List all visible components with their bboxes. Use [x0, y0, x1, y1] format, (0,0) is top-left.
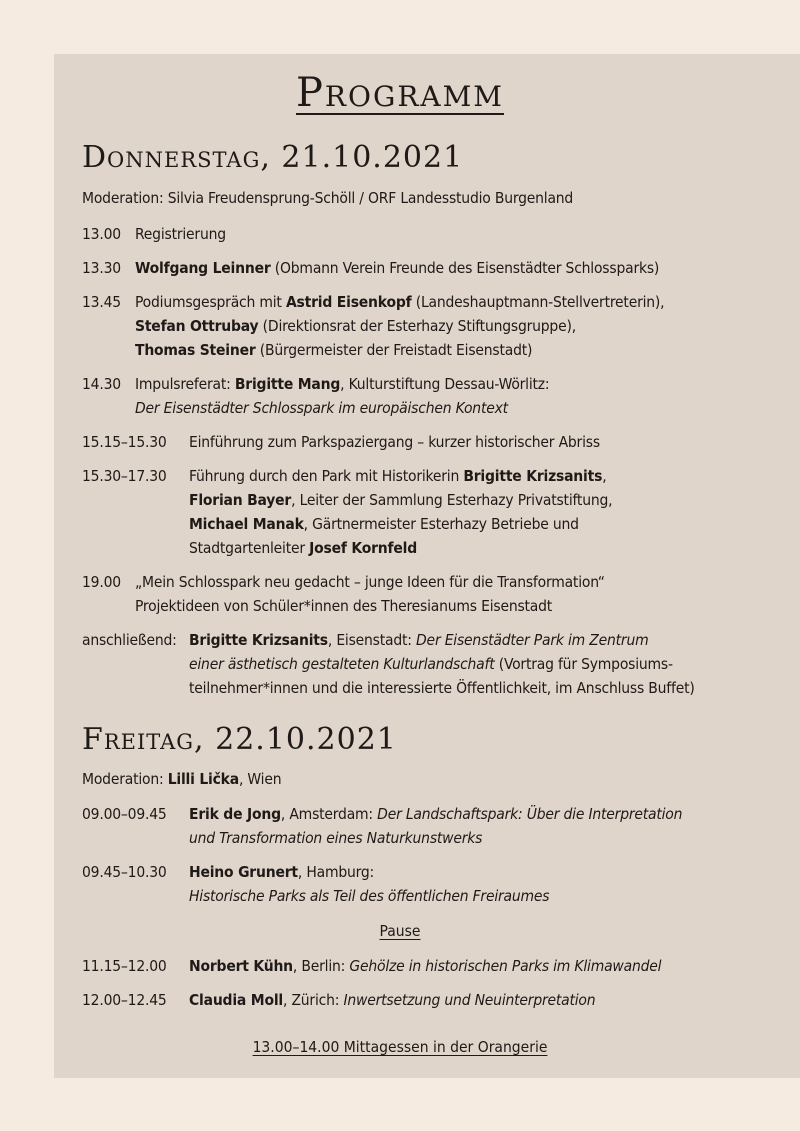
- speaker-name: Brigitte Krizsanits: [189, 631, 328, 649]
- talk-title-text: Der Eisenstädter Schlosspark im europäischen Kontext: [135, 399, 508, 417]
- item-detail: , Eisenstadt:: [327, 631, 417, 649]
- day2-heading: Freitag, 22.10.2021: [82, 722, 397, 757]
- item-detail: ,: [602, 467, 607, 485]
- speaker-name: Erik de Jong: [189, 805, 281, 823]
- item-text: [189, 988, 595, 1012]
- item-text: [189, 860, 374, 884]
- talk-title-text: Inwertsetzung und Neuinterpretation: [343, 991, 596, 1009]
- item-time: 13.30: [82, 259, 121, 277]
- item-detail: Moderation:: [82, 770, 168, 788]
- item-time: 19.00: [82, 573, 121, 591]
- item-detail: Podiumsgespräch mit: [135, 293, 286, 311]
- item-time: 11.15–12.00: [82, 957, 167, 975]
- item-time: 14.30: [82, 375, 121, 393]
- item-text: [189, 954, 661, 978]
- item-detail: (Obmann Verein Freunde des Eisenstädter Schlossparks): [270, 259, 660, 277]
- talk-title: [189, 884, 549, 908]
- item-text: Registrierung: [135, 225, 226, 243]
- item-time: 13.45: [82, 293, 121, 311]
- item-text: [135, 256, 659, 280]
- item-detail: (Direktionsrat der Esterhazy Stiftungsgruppe),: [258, 317, 576, 335]
- page-title: Programm: [296, 70, 504, 116]
- item-detail: (Landeshauptmann-Stellvertreterin),: [411, 293, 665, 311]
- item-detail: (Vortrag für Symposiums-: [494, 655, 673, 673]
- item-text: [135, 314, 576, 338]
- item-text: teilnehmer*innen und die interessierte Öffentlichkeit, im Anschluss Buffet): [189, 679, 695, 697]
- item-time: 09.00–09.45: [82, 805, 167, 823]
- speaker-name: Wolfgang Leinner: [135, 259, 271, 277]
- speaker-name: Lilli Lička: [167, 770, 239, 788]
- talk-title-text: Gehölze in historischen Parks im Klimawandel: [349, 957, 662, 975]
- day1-heading: Donnerstag, 21.10.2021: [82, 140, 464, 175]
- speaker-name: Stefan Ottrubay: [135, 317, 259, 335]
- speaker-name: Claudia Moll: [189, 991, 283, 1009]
- item-text: [189, 802, 682, 826]
- item-text: Einführung zum Parkspaziergang – kurzer historischer Abriss: [189, 433, 600, 451]
- speaker-name: Brigitte Krizsanits: [463, 467, 603, 485]
- item-text: „Mein Schlosspark neu gedacht – junge Ideen für die Transformation“: [135, 573, 605, 591]
- item-text: [135, 290, 664, 314]
- talk-title-text: und Transformation eines Naturkunstwerks: [189, 829, 483, 847]
- item-text: [189, 536, 417, 560]
- talk-title-text: Der Landschaftspark: Über die Interpretation: [377, 805, 683, 823]
- item-detail: , Wien: [238, 770, 282, 788]
- item-detail: , Amsterdam:: [280, 805, 378, 823]
- item-text: [189, 464, 606, 488]
- speaker-name: Heino Grunert: [189, 863, 298, 881]
- talk-title: [189, 826, 482, 850]
- pause-label: Pause: [379, 922, 421, 940]
- speaker-name: Florian Bayer: [189, 491, 292, 509]
- talk-title-text: Der Eisenstädter Park im Zentrum: [416, 631, 649, 649]
- item-detail: , Hamburg:: [297, 863, 375, 881]
- speaker-name: Norbert Kühn: [189, 957, 293, 975]
- lunch-label: 13.00–14.00 Mittagessen in der Orangerie: [252, 1038, 548, 1056]
- talk-title-text: einer ästhetisch gestalteten Kulturlandschaft: [189, 655, 495, 673]
- item-time: 15.30–17.30: [82, 467, 167, 485]
- item-detail: Impulsreferat:: [135, 375, 235, 393]
- speaker-name: Josef Kornfeld: [309, 539, 417, 557]
- item-text: [189, 628, 648, 652]
- item-time: 13.00: [82, 225, 121, 243]
- talk-title-text: Historische Parks als Teil des öffentlichen Freiraumes: [189, 887, 550, 905]
- speaker-name: Brigitte Mang: [234, 375, 341, 393]
- day1-moderation: Moderation: Silvia Freudensprung-Schöll / ORF Landesstudio Burgenland: [82, 189, 574, 207]
- day2-moderation: [82, 767, 281, 791]
- speaker-name: Astrid Eisenkopf: [285, 293, 412, 311]
- talk-title: [135, 396, 508, 420]
- item-text: [135, 372, 549, 396]
- item-detail: , Zürich:: [282, 991, 344, 1009]
- item-detail: Führung durch den Park mit Historikerin: [189, 467, 464, 485]
- item-detail: , Gärtnermeister Esterhazy Betriebe und: [303, 515, 579, 533]
- item-detail: Stadtgartenleiter: [189, 539, 310, 557]
- item-text: [189, 488, 612, 512]
- item-detail: (Bürgermeister der Freistadt Eisenstadt): [255, 341, 533, 359]
- item-time: 09.45–10.30: [82, 863, 167, 881]
- item-text: [189, 652, 673, 676]
- item-time: anschließend:: [82, 631, 177, 649]
- item-detail: , Berlin:: [292, 957, 350, 975]
- item-text: [189, 512, 579, 536]
- item-detail: , Kulturstiftung Dessau-Wörlitz:: [340, 375, 550, 393]
- item-detail: , Leiter der Sammlung Esterhazy Privatstiftung,: [291, 491, 613, 509]
- item-text: [135, 338, 532, 362]
- item-text: Projektideen von Schüler*innen des Theresianums Eisenstadt: [135, 597, 553, 615]
- speaker-name: Thomas Steiner: [135, 341, 256, 359]
- item-time: 15.15–15.30: [82, 433, 167, 451]
- item-time: 12.00–12.45: [82, 991, 167, 1009]
- speaker-name: Michael Manak: [189, 515, 304, 533]
